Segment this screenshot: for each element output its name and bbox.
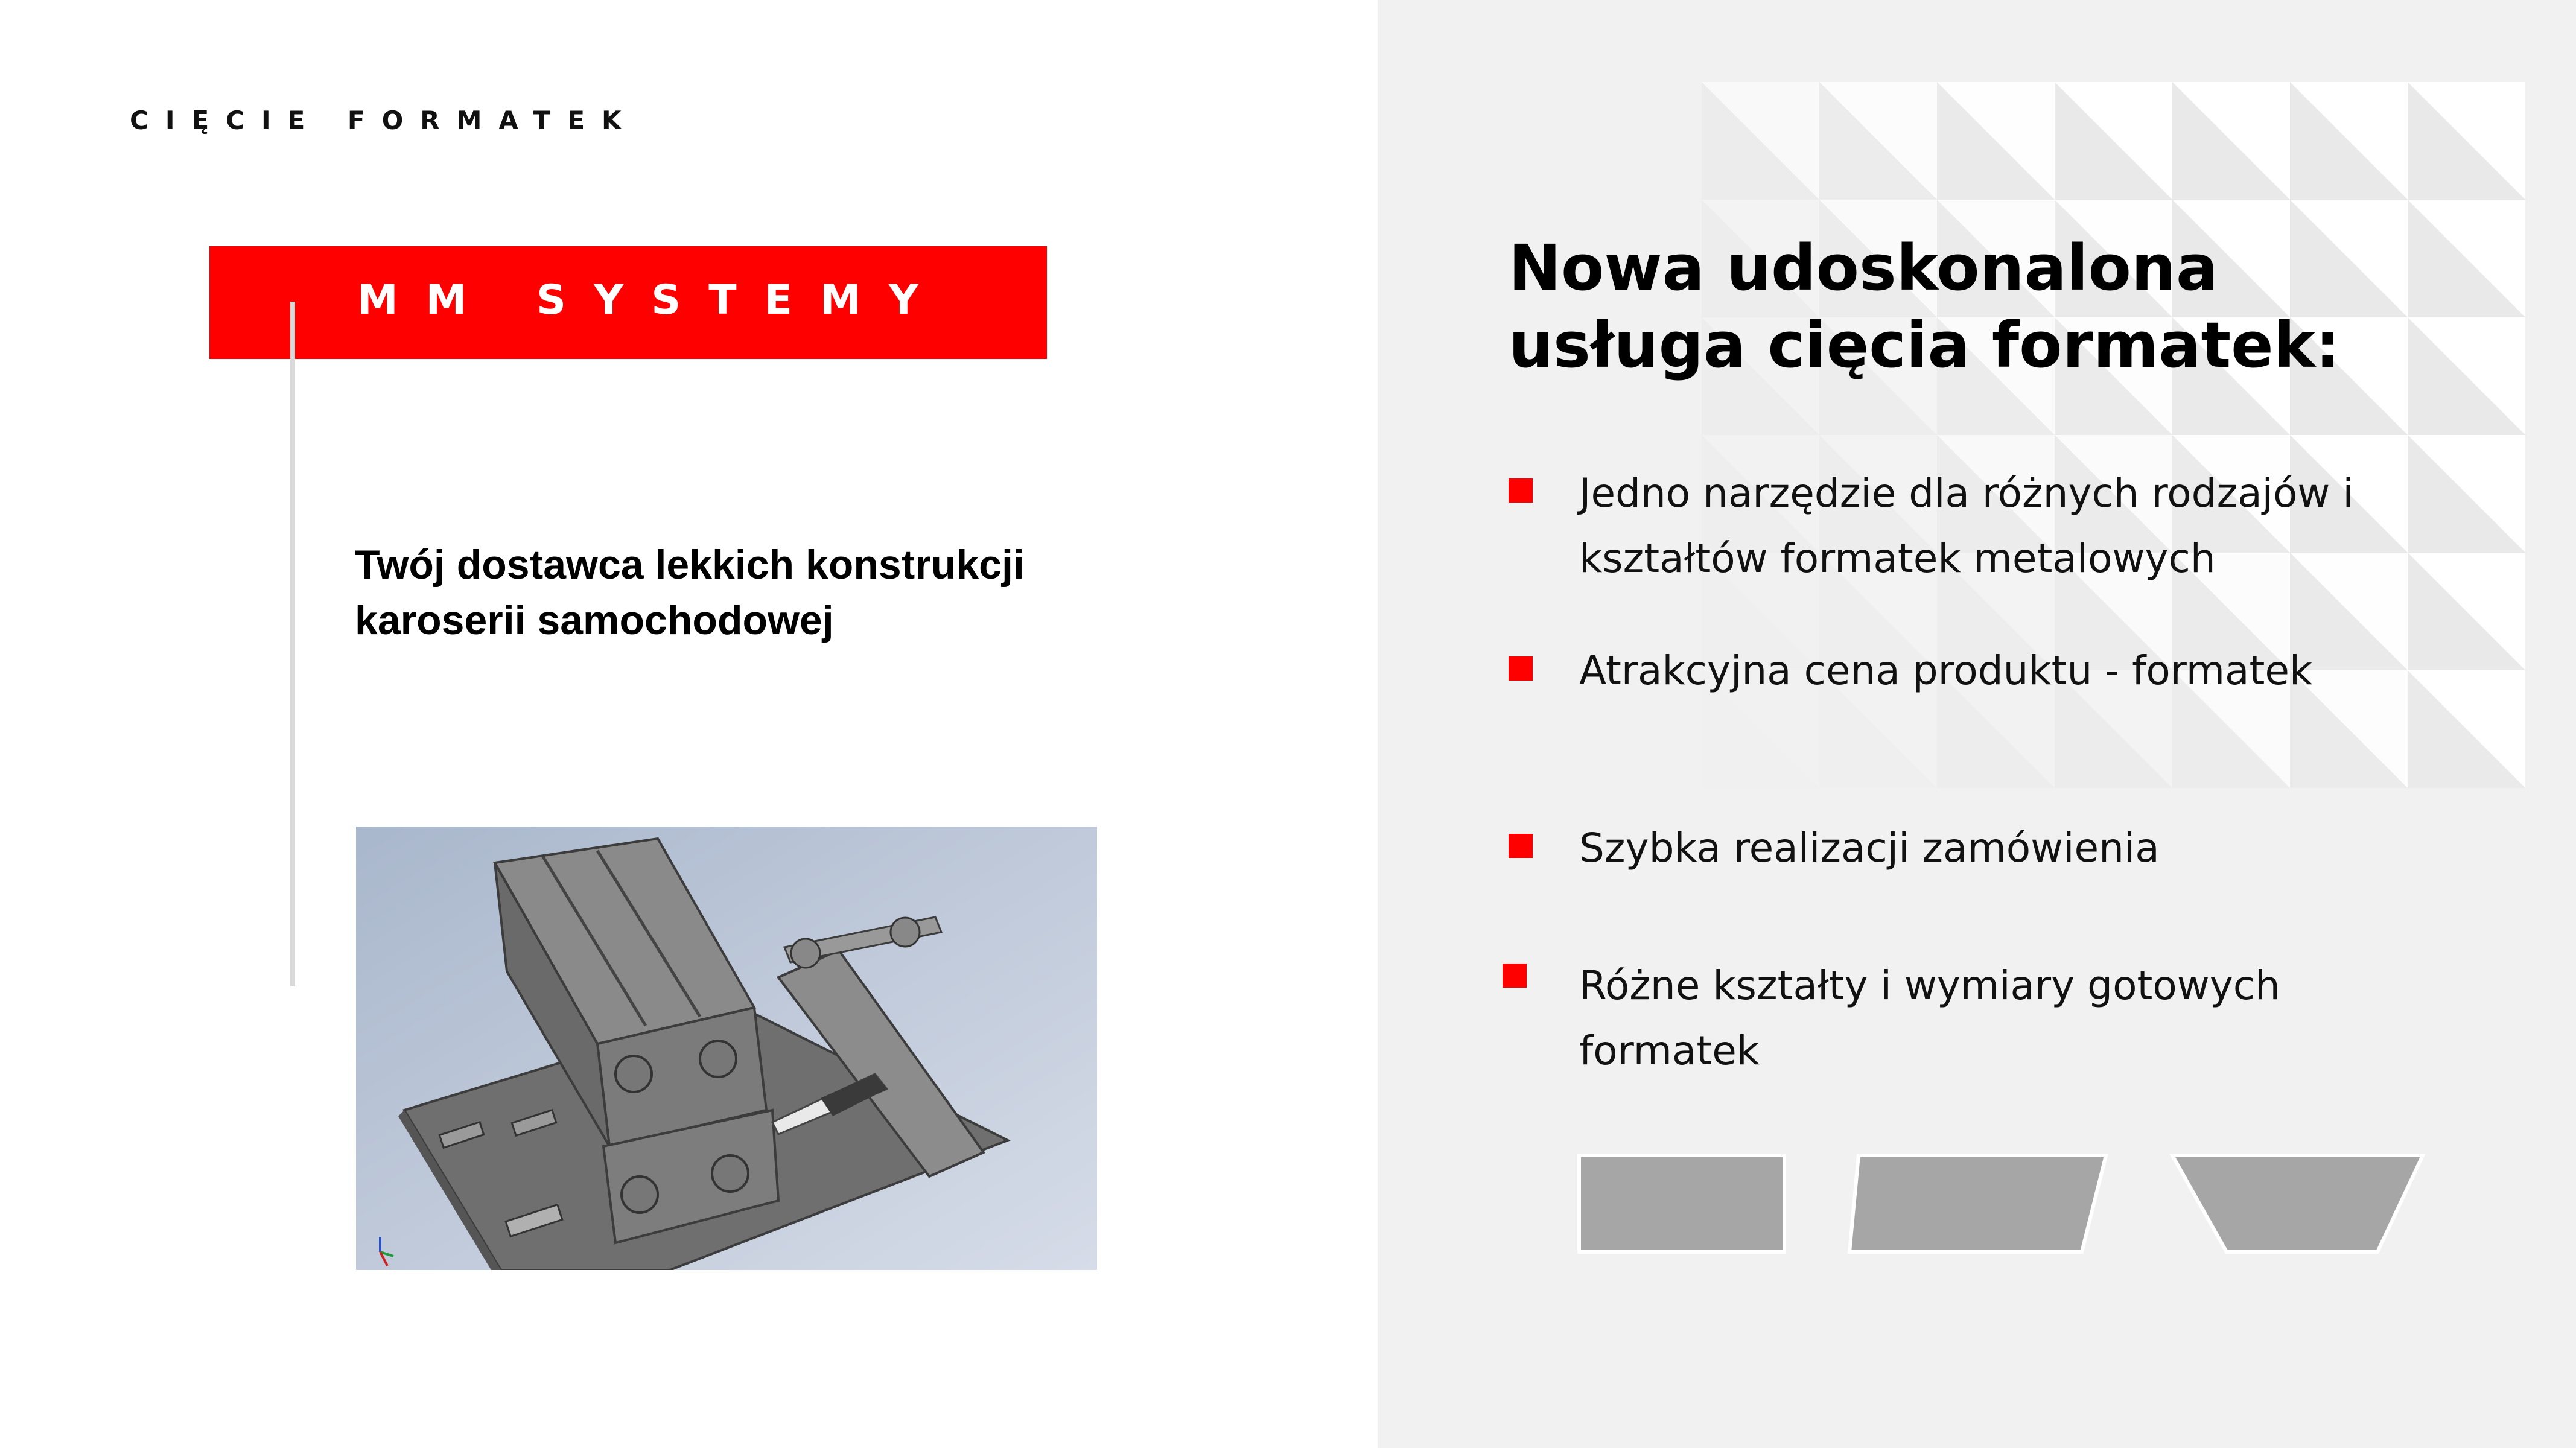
bullet-square-icon <box>1509 478 1533 503</box>
bullet-square-icon <box>1509 656 1533 681</box>
feature-item-line-1: Jedno narzędzie dla różnych rodzajów i <box>1579 470 2354 516</box>
feature-item <box>1579 953 2454 1084</box>
offer-heading-line-2: usługa cięcia formatek: <box>1509 308 2341 382</box>
bullet-square-icon <box>1503 964 1527 988</box>
feature-item <box>1579 816 2454 881</box>
section-kicker: CIĘCIE FORMATEK <box>130 106 638 135</box>
machine-render-image <box>356 827 1097 1270</box>
feature-item-line-1: Atrakcyjna cena produktu - formatek <box>1579 647 2313 694</box>
blank-shapes <box>1569 1146 2438 1261</box>
trapezoid-shape-icon <box>2172 1155 2423 1252</box>
vertical-divider <box>290 302 295 986</box>
feature-item-line-2: kształtów formatek metalowych <box>1579 535 2216 582</box>
offer-heading <box>1509 229 2534 384</box>
feature-item-line-1: Szybka realizacji zamówienia <box>1579 825 2160 871</box>
feature-item-line-2: formatek <box>1579 1027 1760 1074</box>
tagline-line-2: karoserii samochodowej <box>355 597 834 643</box>
bullet-square-icon <box>1509 834 1533 858</box>
feature-item <box>1579 638 2454 703</box>
offer-heading-line-1: Nowa udoskonalona <box>1509 231 2219 305</box>
tagline-line-1: Twój dostawca lekkich konstrukcji <box>355 542 1025 588</box>
brand-banner-label: MM SYSTEMY <box>357 276 946 324</box>
parallelogram-shape-icon <box>1849 1155 2106 1252</box>
feature-item-line-1: Różne kształty i wymiary gotowych <box>1579 962 2280 1009</box>
feature-item <box>1579 461 2454 591</box>
tagline <box>355 537 1079 648</box>
rectangle-shape-icon <box>1579 1155 1784 1252</box>
